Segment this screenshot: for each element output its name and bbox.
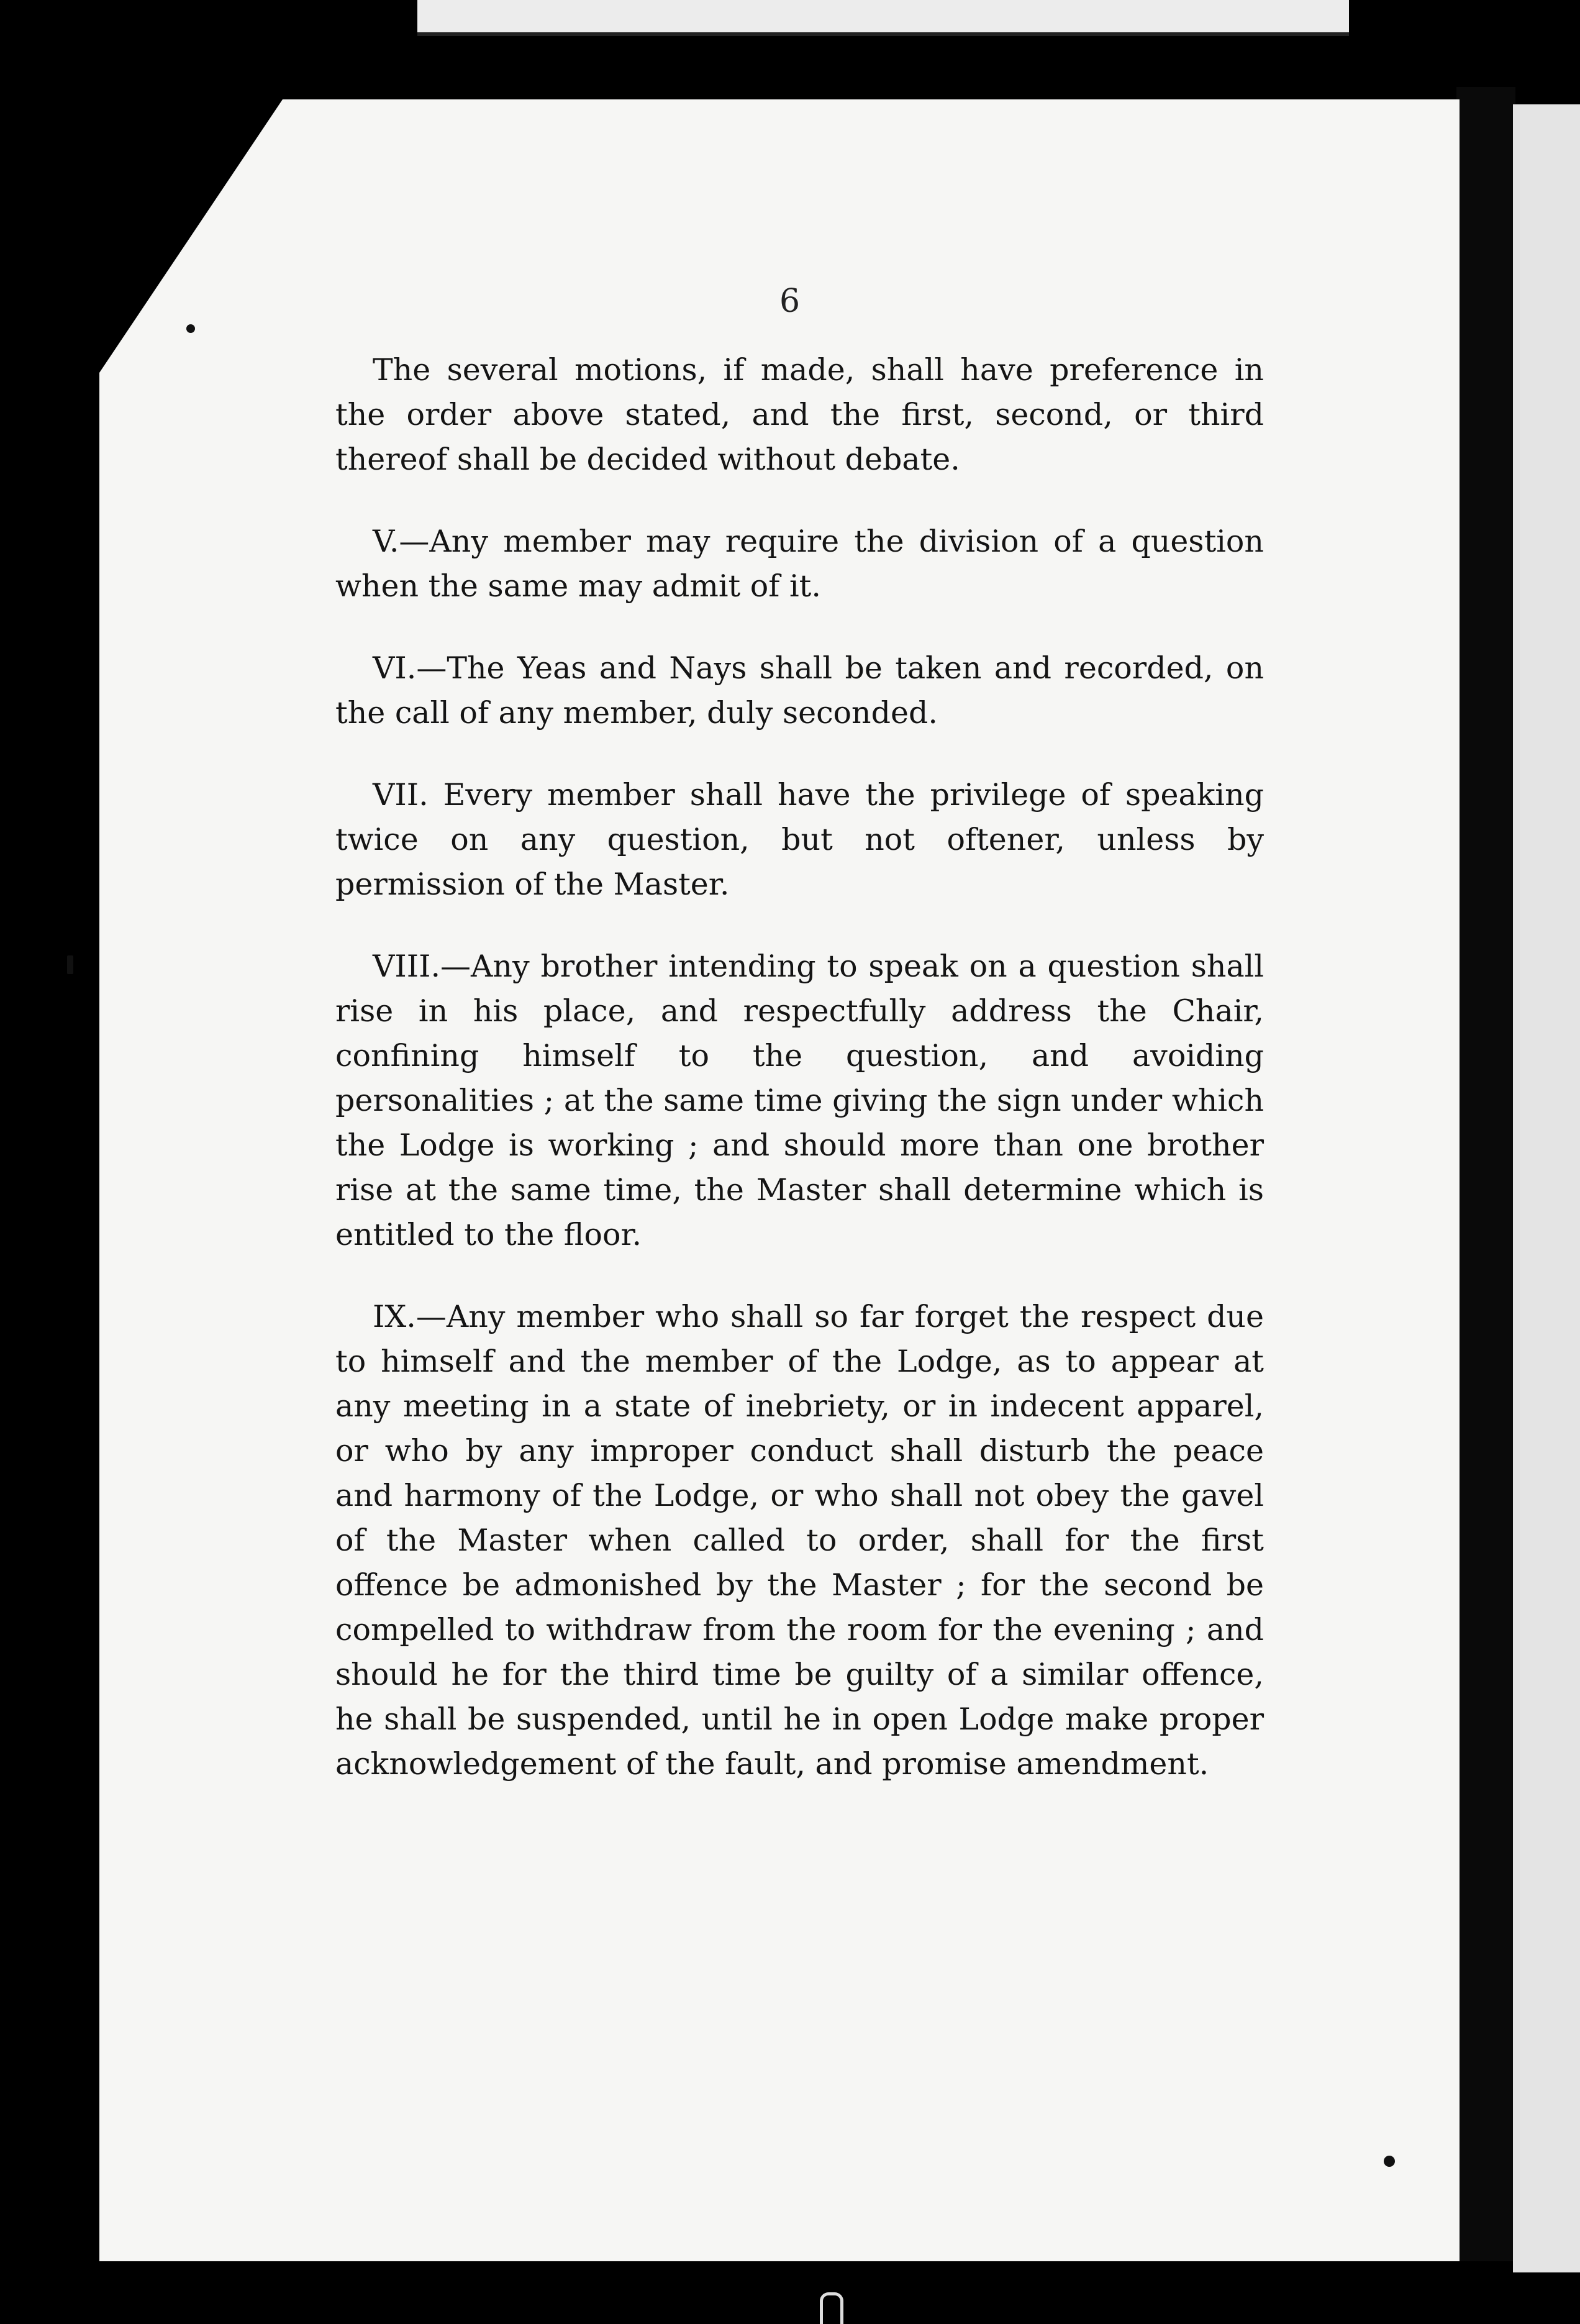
scan-speck <box>186 324 195 333</box>
adjacent-page-edge <box>1513 104 1580 2272</box>
paragraph-motions-preference: The several motions, if made, shall have preference in the order above stated, and the first, second, or third thereof shall be decided without debate. <box>335 352 1264 477</box>
scan-gutter-shadow <box>1456 87 1515 2261</box>
page-body <box>335 348 1264 1824</box>
scan-speck <box>67 955 73 974</box>
paragraph-rule-viii: VIII.—Any brother intending to speak on a question shall rise in his place, and respectfully address the Chair, confining himself to the question, and avoiding personalities ; at the same time giving the sign under which the Lodge is working ; and should more than one brother rise at the same time, the Master shall determine which is entitled to the floor. <box>335 949 1264 1252</box>
scan-artifact <box>820 2292 843 2324</box>
paragraph-rule-vii: VII. Every member shall have the privilege of speaking twice on any question, but not oftener, unless by permission of the Master. <box>335 777 1264 902</box>
paragraph-rule-v: V.—Any member may require the division of a question when the same may admit of it. <box>335 524 1264 604</box>
paragraph-rule-vi: VI.—The Yeas and Nays shall be taken and recorded, on the call of any member, duly seconded. <box>335 650 1264 731</box>
paragraph-rule-ix: IX.—Any member who shall so far forget the respect due to himself and the member of the Lodge, as to appear at any meeting in a state of inebriety, or in indecent apparel, or who by any improper conduct shall disturb the peace and harmony of the Lodge, or who shall not obey the gavel of the Master when called to order, shall for the first offence be admonished by the Master ; for the second be compelled to withdraw from the room for the evening ; and should he for the third time be guilty of a similar offence, he shall be suspended, until he in open Lodge make proper acknowledgement of the fault, and promise amendment. <box>335 1299 1264 1782</box>
page-number: 6 <box>779 283 801 320</box>
scan-speck <box>1384 2156 1395 2167</box>
scan-top-edge <box>417 0 1349 36</box>
